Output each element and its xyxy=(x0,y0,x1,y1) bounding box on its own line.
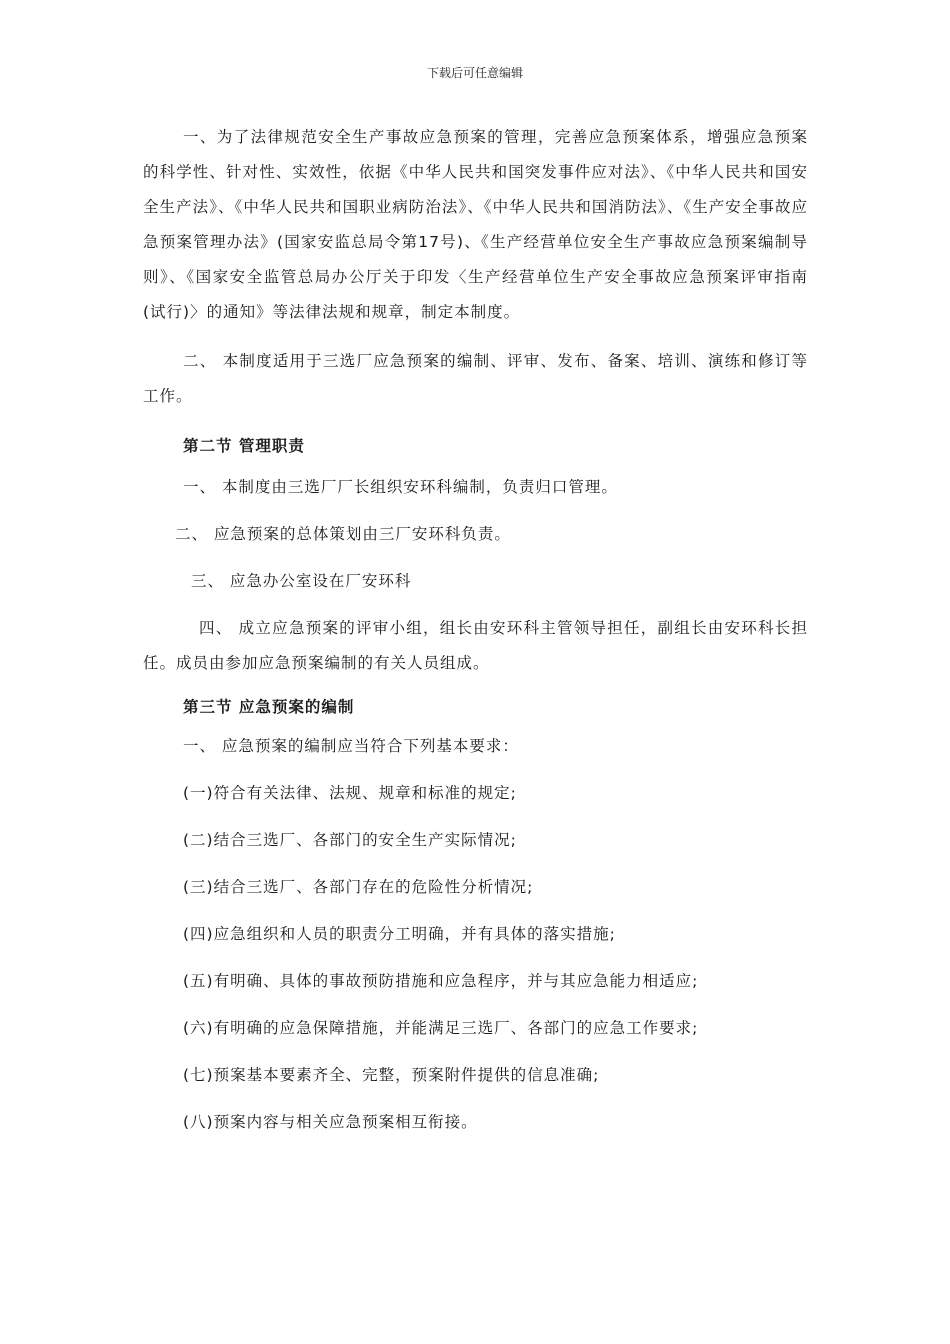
responsibility-item-4: 四、 成立应急预案的评审小组，组长由安环科主管领导担任，副组长由安环科长担任。成员由参加应急预案编制的有关人员组成。 xyxy=(143,619,808,672)
compilation-intro: 一、 应急预案的编制应当符合下列基本要求： xyxy=(183,737,519,755)
requirement-item: (四)应急组织和人员的职责分工明确，并有具体的落实措施; xyxy=(183,925,616,943)
requirement-item: (七)预案基本要素齐全、完整，预案附件提供的信息准确; xyxy=(183,1066,600,1084)
section-title-responsibilities: 第二节 管理职责 xyxy=(183,437,305,455)
requirement-item: (五)有明确、具体的事故预防措施和应急程序，并与其应急能力相适应; xyxy=(183,972,699,990)
requirement-item: (一)符合有关法律、法规、规章和标准的规定; xyxy=(183,784,517,802)
paragraph-purpose: 一、为了法律规范安全生产事故应急预案的管理，完善应急预案体系，增强应急预案的科学性、针对性、实效性，依据《中华人民共和国突发事件应对法》、《中华人民共和国安全生产法》、《中华人民共和国职业病防治法》、《中华人民共和国消防法》、《生产安全事故应急预案管理办法》(国家安监总局令第17号)、《生产经营单位安全生产事故应急预案编制导则》、《国家安全监管总局办公厅关于印发〈生产经营单位生产安全事故应急预案评审指南(试行)〉的通知》等法律法规和规章，制定本制度。 xyxy=(143,128,808,321)
requirement-item: (二)结合三选厂、各部门的安全生产实际情况; xyxy=(183,831,517,849)
document-body xyxy=(143,120,808,1140)
requirement-item: (三)结合三选厂、各部门存在的危险性分析情况; xyxy=(183,878,534,896)
section-title-compilation: 第三节 应急预案的编制 xyxy=(183,698,355,716)
responsibility-item-3: 三、 应急办公室设在厂安环科 xyxy=(191,572,412,590)
header-note: 下载后可任意编辑 xyxy=(426,66,523,80)
requirement-item: (六)有明确的应急保障措施，并能满足三选厂、各部门的应急工作要求; xyxy=(183,1019,699,1037)
responsibility-item-1: 一、 本制度由三选厂厂长组织安环科编制，负责归口管理。 xyxy=(183,478,618,496)
paragraph-scope: 二、 本制度适用于三选厂应急预案的编制、评审、发布、备案、培训、演练和修订等工作。 xyxy=(143,352,808,405)
requirement-item: (八)预案内容与相关应急预案相互衔接。 xyxy=(183,1113,478,1131)
responsibility-item-2: 二、 应急预案的总体策划由三厂安环科负责。 xyxy=(175,525,511,543)
